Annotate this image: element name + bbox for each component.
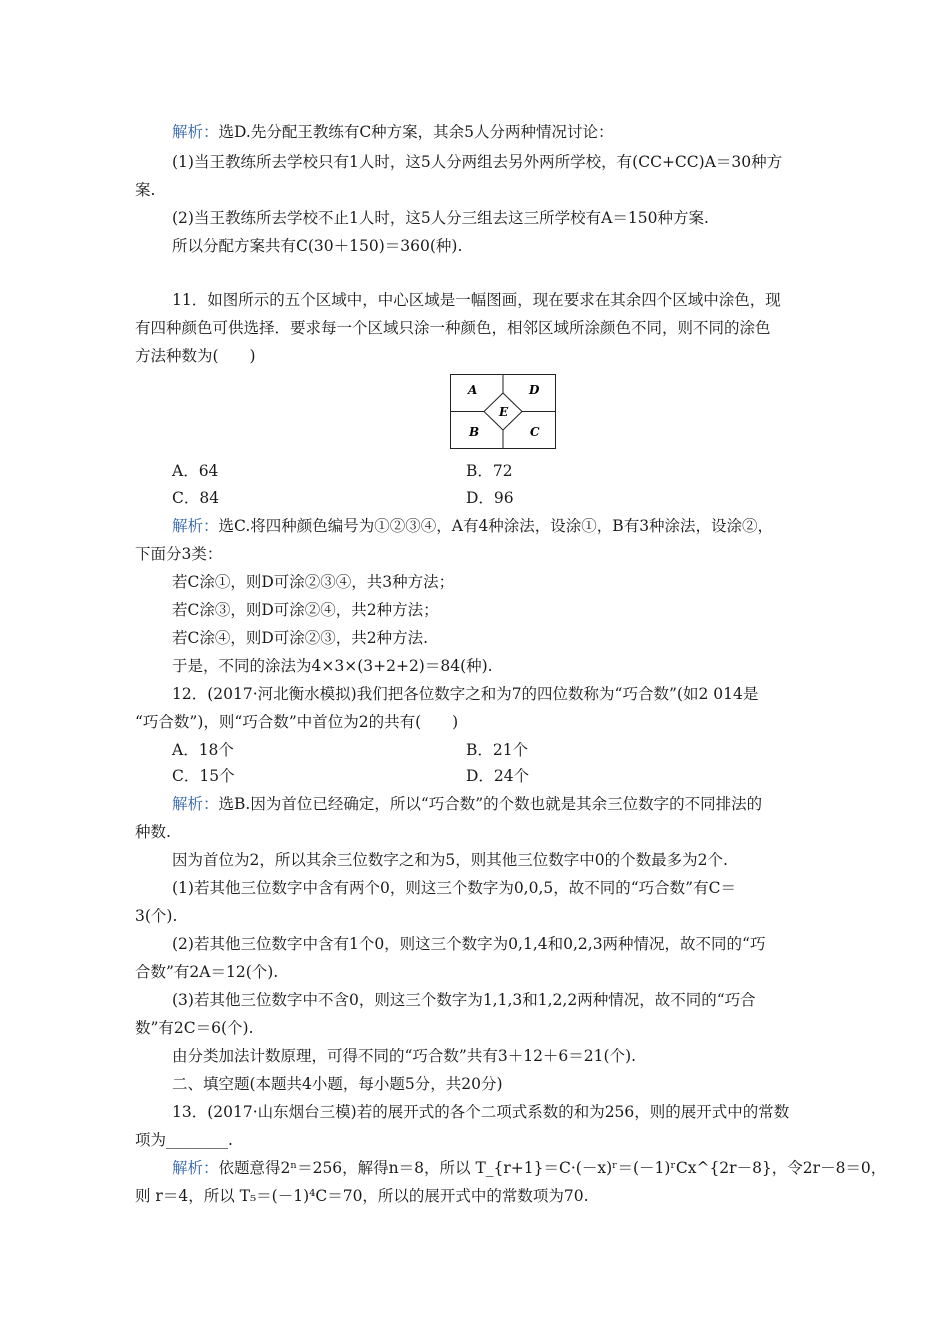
solution-10-line-2: (1)当王教练所去学校只有1人时，这5人分两组去另外两所学校，有(CC+CC)A＝30种方 (172, 153, 783, 171)
solution-11-line-4: 若C涂③，则D可涂②④，共2种方法； (172, 601, 439, 619)
solution-12-line-3: 因为首位为2，所以其余三位数字之和为5，则其他三位数字中0的个数最多为2个. (172, 851, 728, 869)
solution-11-line-3: 若C涂①，则D可涂②③④，共3种方法； (172, 573, 455, 591)
solution-12-line-2: 种数. (135, 823, 171, 841)
solution-label: 解析： (172, 795, 219, 813)
solution-12-line-8: (3)若其他三位数字中不含0，则这三个数字为1,1,3和1,2,2两种情况，故不同的“巧合 (172, 991, 756, 1009)
solution-label: 解析： (172, 1159, 219, 1177)
q11-option-c: C．84 (172, 489, 220, 507)
solution-11-line-1: 解析：选C.将四种颜色编号为①②③④，A有4种涂法，设涂①，B有3种涂法，设涂②， (172, 517, 774, 535)
solution-12-line-1: 解析：选B.因为首位已经确定，所以“巧合数”的个数也就是其余三位数字的不同排法的 (172, 795, 763, 813)
question-13-line-1: 13．(2017·山东烟台三模)若的展开式的各个二项式系数的和为256，则的展开式中的常数 (172, 1103, 790, 1121)
solution-12-line-7: 合数”有2A＝12(个). (135, 963, 279, 981)
q12-option-d: D．24个 (466, 767, 530, 785)
q12-option-c: C．15个 (172, 767, 235, 785)
q11-option-a: A．64 (172, 462, 219, 480)
region-label-c: C (530, 425, 540, 439)
question-11-line-3: 方法种数为( ) (135, 347, 256, 365)
q12-option-b: B．21个 (466, 741, 529, 759)
solution-13-line-2: 则 r＝4，所以 T₅＝(－1)⁴C＝70，所以的展开式中的常数项为70. (135, 1187, 589, 1205)
region-label-b: B (469, 425, 480, 439)
question-13-line-2: 项为________. (135, 1131, 233, 1149)
section-heading-fill-in: 二、填空题(本题共4小题，每小题5分，共20分) (172, 1075, 503, 1093)
solution-11-line-6: 于是，不同的涂法为4×3×(3+2+2)＝84(种). (172, 657, 493, 675)
solution-10-line-4: (2)当王教练所去学校不止1人时，这5人分三组去这三所学校有A＝150种方案. (172, 209, 709, 227)
question-12-line-1: 12．(2017·河北衡水模拟)我们把各位数字之和为7的四位数称为“巧合数”(如2 014是 (172, 685, 759, 703)
solution-11-line-2: 下面分3类： (135, 545, 223, 563)
q11-option-b: B．72 (466, 462, 513, 480)
q11-option-d: D．96 (466, 489, 514, 507)
solution-12-line-6: (2)若其他三位数字中含有1个0，则这三个数字为0,1,4和0,2,3两种情况，故不同的“巧 (172, 935, 766, 953)
solution-label: 解析： (172, 517, 219, 535)
solution-label: 解析： (172, 123, 219, 141)
question-11-line-2: 有四种颜色可供选择．要求每一个区域只涂一种颜色，相邻区域所涂颜色不同，则不同的涂色 (135, 319, 771, 337)
solution-11-line-5: 若C涂④，则D可涂②③，共2种方法. (172, 629, 429, 647)
solution-12-line-4: (1)若其他三位数字中含有两个0，则这三个数字为0,0,5，故不同的“巧合数”有C＝ (172, 879, 736, 897)
solution-12-line-9: 数”有2C＝6(个). (135, 1019, 254, 1037)
solution-10-line-3: 案. (135, 181, 156, 199)
question-12-line-2: “巧合数”)，则“巧合数”中首位为2的共有( ) (135, 713, 459, 731)
solution-10-line-1: 解析：选D.先分配王教练有C种方案，其余5人分两种情况讨论： (172, 123, 614, 141)
solution-13-line-1: 解析：依题意得2ⁿ＝256，解得n＝8，所以 T_{r+1}＝C·(－x)ʳ＝(－1)ʳCx^{2r－8}，令2r－8＝0， (172, 1159, 887, 1177)
solution-10-line-5: 所以分配方案共有C(30＋150)＝360(种). (172, 237, 463, 255)
solution-12-line-10: 由分类加法计数原理，可得不同的“巧合数”共有3＋12＋6＝21(个). (172, 1047, 637, 1065)
question-11-line-1: 11．如图所示的五个区域中，中心区域是一幅图画，现在要求在其余四个区域中涂色，现 (172, 291, 781, 309)
q12-option-a: A．18个 (172, 741, 234, 759)
region-label-d: D (529, 383, 540, 397)
solution-12-line-5: 3(个). (135, 907, 178, 925)
region-label-e: E (499, 405, 509, 419)
region-diagram (450, 374, 556, 449)
region-label-a: A (468, 383, 478, 397)
